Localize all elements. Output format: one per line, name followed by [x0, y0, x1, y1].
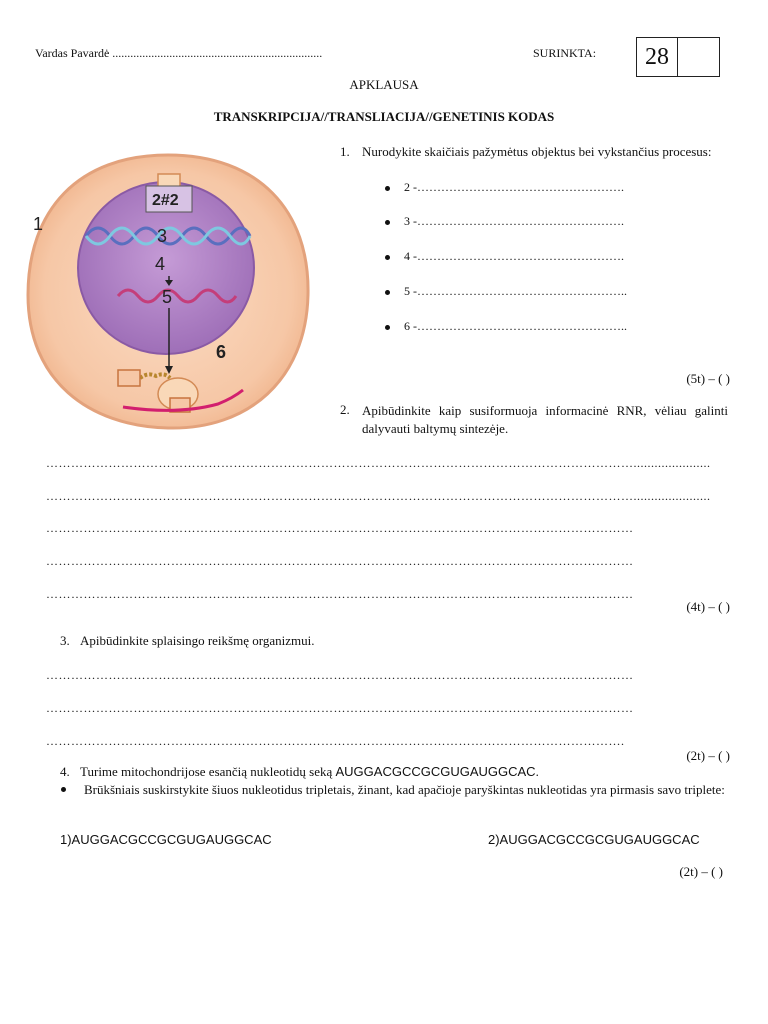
page-title: TRANSKRIPCIJA//TRANSLIACIJA//GENETINIS KODAS	[213, 109, 555, 124]
q2-answer-line[interactable]: ……………………………………………………………………………………………………………………………	[46, 554, 634, 568]
bullet-dot	[385, 220, 390, 225]
q3-text: Apibūdinkite splaisingo reikšmę organizmui.	[80, 633, 315, 648]
q4-text-after: .	[535, 764, 539, 779]
q1-item-text: 3 -…………………………………………….	[404, 214, 624, 228]
bullet-dot	[385, 325, 390, 330]
q4-sequence: AUGGACGCCGCGUGAUGGCAC	[335, 764, 536, 779]
q1-item-text: 6 -……………………………………………..	[404, 319, 627, 333]
q3-answer-line[interactable]: ………………………………………………………………………………………………………………………….	[46, 734, 625, 748]
q3-number: 3.	[60, 633, 70, 648]
q4-score: (2t) – ( )	[679, 864, 723, 879]
score-empty-cell	[678, 38, 719, 76]
q4-bullet-text: Brūkšniais suskirstykite šiuos nukleotidus tripletais, žinant, kad apačioje paryškintas nukleotidas yra pirmasis savo triplete:	[84, 782, 725, 797]
q4-text-before: Turime mitochondrijose esančią nukleotidų seką	[80, 764, 336, 779]
q1-number: 1.	[340, 144, 350, 159]
q4-bullet-dot	[61, 787, 66, 792]
q2-answer-line[interactable]: ……………………………………………………………………………………………………………………………......................	[46, 456, 711, 470]
q1-score: (5t) – ( )	[686, 371, 730, 386]
diagram-label-4: 4	[155, 254, 166, 274]
score-box	[636, 37, 720, 77]
q2-answer-line[interactable]: ……………………………………………………………………………………………………………………………	[46, 587, 634, 601]
q4-text	[80, 764, 539, 779]
q1-item	[385, 284, 627, 299]
q4-sequence-1[interactable]: 1)AUGGACGCCGCGUGAUGGCAC	[60, 832, 272, 847]
diagram-label-6: 6	[216, 342, 227, 362]
q1-item-text: 4 -…………………………………………….	[404, 249, 624, 263]
q2-score: (4t) – ( )	[686, 599, 730, 614]
total-score: 28	[637, 38, 678, 76]
q1-item-text: 2 -…………………………………………….	[404, 180, 624, 194]
trna-left	[118, 370, 140, 386]
q1-item	[385, 214, 624, 229]
q4-number: 4.	[60, 764, 70, 779]
diagram-label-1: 1	[33, 214, 44, 234]
diagram-label-3: 3	[157, 226, 168, 246]
q3-answer-line[interactable]: ……………………………………………………………………………………………………………………………	[46, 701, 634, 715]
q3-answer-line[interactable]: ……………………………………………………………………………………………………………………………	[46, 668, 634, 682]
q1-text: Nurodykite skaičiais pažymėtus objektus bei vykstančius procesus:	[362, 144, 712, 159]
bullet-dot	[385, 290, 390, 295]
bullet-dot	[385, 255, 390, 260]
q2-number: 2.	[340, 402, 350, 417]
q2-answer-line[interactable]: ……………………………………………………………………………………………………………………………......................	[46, 489, 711, 503]
name-field-label: Vardas Pavardė ......................................................................	[35, 46, 323, 60]
diagram-label-5: 5	[162, 287, 173, 307]
diagram-label-2: 2#2	[152, 192, 179, 209]
q3-score: (2t) – ( )	[686, 748, 730, 763]
q1-item	[385, 319, 627, 334]
page-subtitle: APKLAUSA	[349, 77, 419, 92]
q2-text: Apibūdinkite kaip susiformuoja informacinė RNR, vėliau galinti dalyvauti baltymų sintezėje.	[362, 403, 728, 436]
bullet-dot	[385, 186, 390, 191]
surinkta-label: SURINKTA:	[533, 46, 597, 60]
q2-answer-line[interactable]: ……………………………………………………………………………………………………………………………	[46, 521, 634, 535]
q4-sequence-2[interactable]: 2)AUGGACGCCGCGUGAUGGCAC	[488, 832, 700, 847]
q1-item	[385, 180, 624, 195]
q1-item-text: 5 -……………………………………………..	[404, 284, 627, 298]
cell-diagram	[18, 150, 318, 435]
q1-item	[385, 249, 624, 264]
